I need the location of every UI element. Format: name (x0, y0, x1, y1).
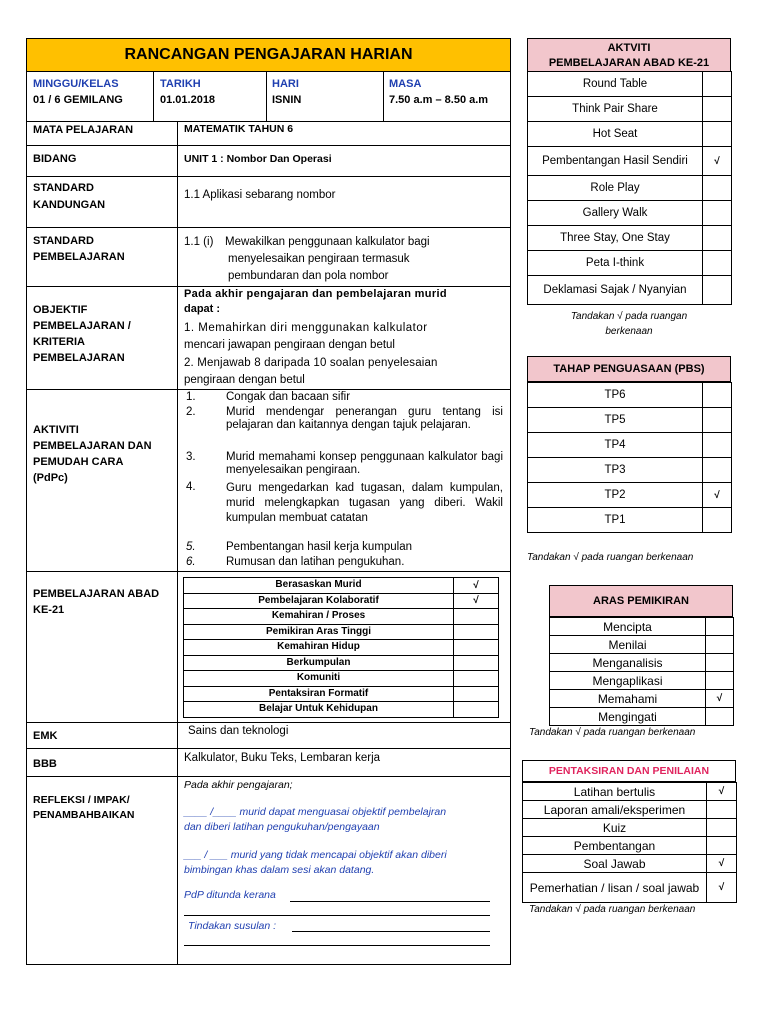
abad21-item-label: Kemahiran / Proses (184, 609, 454, 625)
tahap-row (528, 508, 732, 533)
aktiviti-abad21-row (528, 276, 732, 305)
aktiviti-abad21-item-label: Peta I-think (528, 251, 703, 276)
aktiviti-abad21-item-label: Round Table (528, 72, 703, 97)
aktiviti-item-2-text: Murid mendengar penerangan guru tentang isi pelajaran dan kaitannya dengan tajuk pelajaran. (226, 406, 503, 431)
tahap-row (528, 483, 732, 508)
objektif-intro: Pada akhir pengajaran dan pembelajaran murid (184, 288, 447, 300)
tahap-check-cell[interactable]: √ (703, 483, 732, 508)
tahap-row (528, 458, 732, 483)
header-label-hari: HARI (272, 78, 299, 90)
aktiviti-abad21-row (528, 97, 732, 122)
aras-item-label: Mencipta (550, 618, 706, 636)
aktiviti-abad21-check-cell[interactable] (703, 276, 732, 305)
pentaksiran-check-cell[interactable]: √ (707, 873, 737, 903)
aktiviti-abad21-item-label: Gallery Walk (528, 201, 703, 226)
aktiviti-item-6-num: 6. (186, 556, 196, 568)
aktiviti-item-3-num: 3. (186, 451, 196, 463)
tahap-check-cell[interactable] (703, 508, 732, 533)
label-abad21-2: KE-21 (33, 604, 65, 616)
abad21-item-label: Pentaksiran Formatif (184, 686, 454, 702)
pentaksiran-item-label: Pemerhatian / lisan / soal jawab (523, 873, 707, 903)
aktiviti-abad21-header (527, 38, 731, 72)
pentaksiran-table (522, 782, 737, 903)
tahap-row (528, 408, 732, 433)
tahap-check-cell[interactable] (703, 383, 732, 408)
aktiviti-abad21-row (528, 147, 732, 176)
aktiviti-item-1-num: 1. (186, 391, 196, 403)
aktiviti-abad21-item-label: Role Play (528, 176, 703, 201)
abad21-item-label: Komuniti (184, 671, 454, 687)
aktiviti-item-4-text: Guru mengedarkan kad tugasan, dalam kumpulan, murid melengkapkan tugasan yang diberi. Wakil kumpulan membuat catatan (226, 482, 503, 524)
header-value-hari: ISNIN (272, 94, 302, 106)
abad21-item-label: Pemikiran Aras Tinggi (184, 624, 454, 640)
aras-item-label: Menganalisis (550, 654, 706, 672)
label-aktiviti-1: AKTIVITI (33, 424, 79, 436)
abad21-item-label: Berkumpulan (184, 655, 454, 671)
aktiviti-item-5-num: 5. (186, 541, 196, 553)
aktiviti-item-3-text: Murid memahami konsep penggunaan kalkulator bagi menyelesaikan pengiraan. (226, 451, 503, 476)
sp-line-1: Mewakilkan penggunaan kalkulator bagi (225, 236, 430, 248)
tahap-header: TAHAP PENGUASAAN (PBS) (527, 356, 731, 382)
value-bidang: UNIT 1 : Nombor Dan Operasi (184, 153, 332, 165)
refleksi-pdp: PdP ditunda kerana (184, 889, 276, 901)
aktiviti-abad21-check-cell[interactable] (703, 251, 732, 276)
abad21-row (184, 640, 499, 656)
abad21-item-label: Pembelajaran Kolaboratif (184, 593, 454, 609)
abad21-row (184, 624, 499, 640)
abad21-check-cell[interactable] (454, 640, 499, 656)
label-bidang: BIDANG (33, 153, 77, 165)
pentaksiran-check-cell[interactable] (707, 837, 737, 855)
value-emk: Sains dan teknologi (188, 725, 289, 737)
objektif-item-2a: 2. Menjawab 8 daripada 10 soalan penyelesaian (184, 357, 438, 369)
tindakan-line-2 (184, 945, 490, 946)
label-refleksi-2: PENAMBAHBAIKAN (33, 809, 135, 821)
aras-item-label: Menilai (550, 636, 706, 654)
tahap-check-cell[interactable] (703, 458, 732, 483)
abad21-check-cell[interactable]: √ (454, 578, 499, 594)
pentaksiran-item-label: Kuiz (523, 819, 707, 837)
header-label-masa: MASA (389, 78, 422, 90)
refleksi-blank-1a: ____ /____ murid dapat menguasai objektif pembelajran (184, 806, 447, 818)
label-abad21: PEMBELAJARAN ABAD (33, 588, 160, 600)
pentaksiran-item-label: Pembentangan (523, 837, 707, 855)
abad21-row (184, 609, 499, 625)
label-standard-kandungan: STANDARD (33, 182, 94, 194)
aras-note: Tandakan √ pada ruangan berkenaan (529, 727, 696, 738)
aktiviti-item-3 (186, 451, 503, 478)
sp-line-3: pembundaran dan pola nombor (228, 270, 389, 282)
aktiviti-note-2: berkenaan (605, 326, 653, 337)
aras-row (550, 654, 734, 672)
aras-item-label: Mengaplikasi (550, 672, 706, 690)
pentaksiran-row (523, 837, 737, 855)
tahap-check-cell[interactable] (703, 408, 732, 433)
label-mata-pelajaran: MATA PELAJARAN (33, 124, 134, 136)
aras-item-label: Memahami (550, 690, 706, 708)
aktiviti-abad21-row (528, 226, 732, 251)
aktiviti-item-6-text: Rumusan dan latihan pengukuhan. (226, 556, 405, 568)
pentaksiran-row (523, 819, 737, 837)
tahap-note: Tandakan √ pada ruangan berkenaan (527, 552, 694, 563)
label-objektif-1: OBJEKTIF (33, 304, 88, 316)
value-mata-pelajaran: MATEMATIK TAHUN 6 (184, 123, 294, 135)
label-aktiviti-2: PEMBELAJARAN DAN (33, 440, 152, 452)
header-value-minggu: 01 / 6 GEMILANG (33, 94, 123, 106)
aktiviti-item-6 (186, 556, 503, 569)
aras-row (550, 672, 734, 690)
abad21-check-cell[interactable] (454, 702, 499, 718)
refleksi-blank-2b: bimbingan khas dalam sesi akan datang. (184, 864, 375, 876)
tahap-row (528, 433, 732, 458)
aras-check-cell[interactable] (706, 636, 734, 654)
aktiviti-abad21-item-label: Hot Seat (528, 122, 703, 147)
label-objektif-2: PEMBELAJARAN / (33, 320, 131, 332)
pentaksiran-item-label: Soal Jawab (523, 855, 707, 873)
refleksi-tindakan: Tindakan susulan : (188, 920, 277, 932)
aktiviti-abad21-check-cell[interactable] (703, 97, 732, 122)
aras-header: ARAS PEMIKIRAN (549, 585, 733, 617)
aktiviti-abad21-item-label: Pembentangan Hasil Sendiri (528, 147, 703, 176)
label-standard-kandungan-2: KANDUNGAN (33, 199, 106, 211)
abad21-table (183, 577, 499, 718)
aktiviti-abad21-title-1: AKTVITI (607, 42, 651, 54)
tahap-item-label: TP2 (528, 483, 703, 508)
tahap-item-label: TP6 (528, 383, 703, 408)
aras-item-label: Mengingati (550, 708, 706, 726)
pentaksiran-row (523, 801, 737, 819)
aktiviti-abad21-item-label: Think Pair Share (528, 97, 703, 122)
abad21-check-cell[interactable]: √ (454, 593, 499, 609)
abad21-row (184, 655, 499, 671)
label-bbb: BBB (33, 758, 57, 770)
value-standard-kandungan: 1.1 Aplikasi sebarang nombor (184, 189, 336, 201)
abad21-item-label: Belajar Untuk Kehidupan (184, 702, 454, 718)
aktiviti-item-5-text: Pembentangan hasil kerja kumpulan (226, 541, 413, 553)
aktiviti-item-1 (186, 391, 503, 404)
value-bbb: Kalkulator, Buku Teks, Lembaran kerja (184, 752, 381, 764)
aktiviti-abad21-item-label: Deklamasi Sajak / Nyanyian (528, 276, 703, 305)
aktiviti-item-4-num: 4. (186, 481, 196, 493)
abad21-row (184, 686, 499, 702)
abad21-check-cell[interactable] (454, 671, 499, 687)
pdp-line (290, 901, 490, 902)
abad21-check-cell[interactable] (454, 609, 499, 625)
refleksi-intro: Pada akhir pengajaran; (184, 779, 293, 791)
abad21-item-label: Kemahiran Hidup (184, 640, 454, 656)
abad21-check-cell[interactable] (454, 655, 499, 671)
tahap-item-label: TP5 (528, 408, 703, 433)
header-value-masa: 7.50 a.m – 8.50 a.m (389, 94, 489, 106)
refleksi-blank-1b: dan diberi latihan pengukuhan/pengayaan (184, 821, 380, 833)
aras-row (550, 636, 734, 654)
tahap-check-cell[interactable] (703, 433, 732, 458)
aktiviti-abad21-row (528, 251, 732, 276)
refleksi-blank-2a: ___ / ___ murid yang tidak mencapai objektif akan diberi (184, 849, 447, 861)
aktiviti-abad21-row (528, 201, 732, 226)
pentaksiran-row (523, 783, 737, 801)
objektif-item-1a: 1. Memahirkan diri menggunakan kalkulator (184, 322, 428, 334)
aktiviti-item-5 (186, 541, 503, 554)
label-objektif-4: PEMBELAJARAN (33, 352, 125, 364)
tahap-item-label: TP3 (528, 458, 703, 483)
aktiviti-note-1: Tandakan √ pada ruangan (570, 311, 688, 322)
pentaksiran-item-label: Latihan bertulis (523, 783, 707, 801)
aktiviti-abad21-check-cell[interactable] (703, 201, 732, 226)
pentaksiran-row (523, 855, 737, 873)
abad21-row (184, 578, 499, 594)
aktiviti-item-2-num: 2. (186, 406, 196, 418)
aras-table (549, 617, 734, 726)
header-label-minggu: MINGGU/KELAS (33, 78, 119, 90)
aras-check-cell[interactable] (706, 618, 734, 636)
aktiviti-abad21-table (527, 71, 732, 305)
tahap-item-label: TP1 (528, 508, 703, 533)
objektif-item-2b: pengiraan dengan betul (184, 374, 305, 386)
pentaksiran-note: Tandakan √ pada ruangan berkenaan (529, 904, 696, 915)
label-aktiviti-3: PEMUDAH CARA (33, 456, 124, 468)
label-standard-pembelajaran: STANDARD (33, 235, 94, 247)
aras-check-cell[interactable] (706, 654, 734, 672)
objektif-intro-2: dapat : (184, 303, 221, 315)
aras-row (550, 690, 734, 708)
abad21-row (184, 671, 499, 687)
pentaksiran-check-cell[interactable]: √ (707, 783, 737, 801)
aktiviti-abad21-check-cell[interactable] (703, 72, 732, 97)
sp-num: 1.1 (i) (184, 236, 214, 248)
aktiviti-item-4 (186, 481, 503, 535)
aktiviti-item-2 (186, 406, 503, 446)
sp-line-2: menyelesaikan pengiraan termasuk (228, 253, 410, 265)
aktiviti-abad21-check-cell[interactable] (703, 176, 732, 201)
pentaksiran-row (523, 873, 737, 903)
pdp-line-2 (184, 915, 490, 916)
aktiviti-note (527, 309, 731, 339)
tahap-table (527, 382, 732, 533)
objektif-item-1b: mencari jawapan pengiraan dengan betul (184, 339, 395, 351)
pentaksiran-item-label: Laporan amali/eksperimen (523, 801, 707, 819)
aras-check-cell[interactable] (706, 708, 734, 726)
tahap-item-label: TP4 (528, 433, 703, 458)
aktiviti-abad21-item-label: Three Stay, One Stay (528, 226, 703, 251)
page-title: RANCANGAN PENGAJARAN HARIAN (27, 39, 510, 71)
aktiviti-abad21-check-cell[interactable]: √ (703, 147, 732, 176)
abad21-check-cell[interactable] (454, 624, 499, 640)
abad21-check-cell[interactable] (454, 686, 499, 702)
aktiviti-abad21-row (528, 176, 732, 201)
tahap-row (528, 383, 732, 408)
aktiviti-abad21-check-cell[interactable] (703, 226, 732, 251)
abad21-item-label: Berasaskan Murid (184, 578, 454, 594)
aktiviti-abad21-row (528, 122, 732, 147)
header-label-tarikh: TARIKH (160, 78, 201, 90)
aras-check-cell[interactable] (706, 672, 734, 690)
aras-check-cell[interactable]: √ (706, 690, 734, 708)
abad21-row (184, 593, 499, 609)
tindakan-line (292, 931, 490, 932)
aras-row (550, 618, 734, 636)
abad21-row (184, 702, 499, 718)
header-value-tarikh: 01.01.2018 (160, 94, 216, 106)
pentaksiran-check-cell[interactable]: √ (707, 855, 737, 873)
pentaksiran-header: PENTAKSIRAN DAN PENILAIAN (522, 760, 736, 782)
aktiviti-abad21-row (528, 72, 732, 97)
label-standard-pembelajaran-2: PEMBELAJARAN (33, 251, 125, 263)
label-objektif-3: KRITERIA (33, 336, 85, 348)
pentaksiran-check-cell[interactable] (707, 819, 737, 837)
label-refleksi: REFLEKSI / IMPAK/ (33, 794, 130, 806)
aktiviti-item-1-text: Congak dan bacaan sifir (226, 391, 351, 403)
aktiviti-abad21-title-2: PEMBELAJARAN ABAD KE-21 (548, 57, 710, 69)
aras-row (550, 708, 734, 726)
pentaksiran-check-cell[interactable] (707, 801, 737, 819)
aktiviti-abad21-check-cell[interactable] (703, 122, 732, 147)
label-aktiviti-4: (PdPc) (33, 472, 68, 484)
label-emk: EMK (33, 730, 58, 742)
